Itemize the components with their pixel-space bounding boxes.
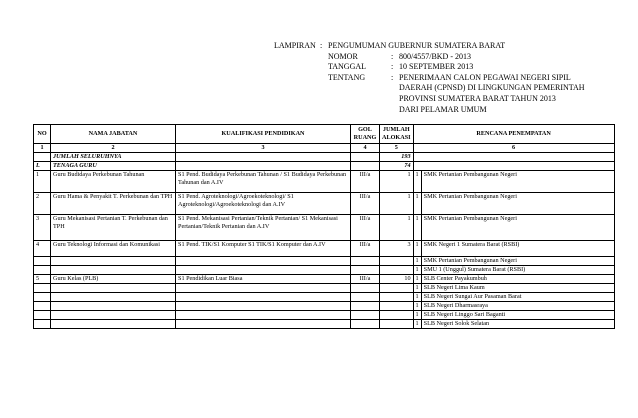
- penempatan-count: 1: [413, 275, 421, 284]
- penempatan-count: 1: [413, 193, 421, 215]
- row-no: 3: [34, 215, 51, 241]
- penempatan-count: 1: [413, 257, 421, 266]
- row-nama-jabatan: Guru Hama & Penyakit T. Perkebunan dan TPH: [51, 193, 176, 215]
- penempatan-tempat: SLB Negeri Lima Kaum: [421, 284, 614, 293]
- penempatan-count: 1: [413, 320, 421, 329]
- tentang-line-4: DARI PELAMAR UMUM: [399, 104, 487, 114]
- summary-total: 193: [380, 153, 414, 162]
- table-row: [34, 320, 615, 329]
- penempatan-tempat: SMK Pertanian Pembangunan Negeri: [421, 257, 614, 266]
- field-value-nomor: 800/4557/BKD - 2013: [399, 51, 471, 61]
- lampiran-label: LAMPIRAN: [274, 41, 316, 50]
- row-nama-jabatan: Guru Mekanisasi Pertanian T. Perkebunan dan TPH: [51, 215, 176, 241]
- row-gol-ruang: III/a: [351, 275, 380, 284]
- section-label: TENAGA GURU: [51, 162, 176, 171]
- penempatan-count: 1: [413, 311, 421, 320]
- row-no: 2: [34, 193, 51, 215]
- col-number: 1: [34, 144, 51, 153]
- row-gol-ruang: III/a: [351, 171, 380, 193]
- penempatan-count: 1: [413, 293, 421, 302]
- penempatan-tempat: SLB Negeri Dharmasraya: [421, 302, 614, 311]
- penempatan-tempat: SLB Negeri Sungai Aur Pasaman Barat: [421, 293, 614, 302]
- table-row: [34, 257, 615, 266]
- field-value-tanggal: 10 SEPTEMBER 2013: [399, 62, 474, 72]
- col-number: 6: [413, 144, 614, 153]
- row-nama-jabatan: Guru Kelas (PLB): [51, 275, 176, 284]
- section-no: I.: [34, 162, 51, 171]
- table-row: [34, 284, 615, 293]
- summary-row: [34, 153, 615, 162]
- col-header-gol: GOL RUANG: [351, 125, 380, 144]
- formasi-table: [33, 124, 615, 329]
- penempatan-count: 1: [413, 241, 421, 257]
- colon: :: [320, 41, 323, 50]
- row-gol-ruang: III/a: [351, 215, 380, 241]
- penempatan-tempat: SMK Pertanian Pembangunan Negeri: [421, 193, 614, 215]
- row-kualifikasi: S1 Pendidikan Luar Biasa: [176, 275, 351, 284]
- field-value-tentang: PENERIMAAN CALON PEGAWAI NEGERI SIPIL: [399, 72, 571, 82]
- table-row: [34, 311, 615, 320]
- col-header-rencana: RENCANA PENEMPATAN: [413, 125, 614, 144]
- row-gol-ruang: III/a: [351, 193, 380, 215]
- row-kualifikasi: S1 Pend. TIK/S1 Komputer S1 TIK/S1 Komputer dan A.IV: [176, 241, 351, 257]
- lampiran-header: [274, 41, 585, 115]
- table-body: [34, 171, 615, 329]
- row-kualifikasi: S1 Pend. Agroteknologi/Agroekoteknologi/ S1 Agroteknologi/Agroekoteknologi dan A.IV: [176, 193, 351, 215]
- lampiran-value: PENGUMUMAN GUBERNUR SUMATERA BARAT: [328, 41, 506, 50]
- colon: :: [391, 72, 394, 82]
- row-nama-jabatan: Guru Budidaya Perkebunan Tahunan: [51, 171, 176, 193]
- col-header-nama: NAMA JABATAN: [51, 125, 176, 144]
- field-key-tanggal: TANGGAL: [328, 62, 367, 72]
- field-key-nomor: NOMOR: [328, 51, 358, 61]
- penempatan-tempat: SMK Pertanian Pembangunan Negeri: [421, 171, 614, 193]
- penempatan-count: 1: [413, 266, 421, 275]
- penempatan-tempat: SLB Negeri Solok Selatan: [421, 320, 614, 329]
- column-number-row: [34, 144, 615, 153]
- penempatan-tempat: SMK Pertanian Pembangunan Negeri: [421, 215, 614, 241]
- row-jumlah: 1: [380, 193, 414, 215]
- table-header-row: [34, 125, 615, 144]
- summary-label: JUMLAH SELURUHNYA: [51, 153, 176, 162]
- row-nama-jabatan: Guru Teknologi Informasi dan Komunikasi: [51, 241, 176, 257]
- row-no: 4: [34, 241, 51, 257]
- penempatan-tempat: SLB Negeri Linggo Sari Baganti: [421, 311, 614, 320]
- field-key-tentang: TENTANG: [328, 72, 366, 82]
- penempatan-count: 1: [413, 215, 421, 241]
- col-number: 5: [380, 144, 414, 153]
- table-row: [34, 193, 615, 215]
- table-row: [34, 215, 615, 241]
- section-row: [34, 162, 615, 171]
- row-gol-ruang: III/a: [351, 241, 380, 257]
- tentang-line-2: DAERAH (CPNSD) DI LINGKUNGAN PEMERINTAH: [399, 83, 585, 93]
- penempatan-count: 1: [413, 171, 421, 193]
- row-jumlah: 10: [380, 275, 414, 284]
- colon: :: [391, 51, 394, 61]
- tentang-line-3: PROVINSI SUMATERA BARAT TAHUN 2013: [399, 93, 556, 103]
- colon: :: [391, 62, 394, 72]
- table-row: [34, 171, 615, 193]
- row-kualifikasi: S1 Pend. Budidaya Perkebunan Tahunan / S1 Budidaya Perkebunan Tahunan dan A.IV: [176, 171, 351, 193]
- penempatan-tempat: SMU 1 (Unggul) Sumatera Barat (RSBI): [421, 266, 614, 275]
- col-header-kualifikasi: KUALIFIKASI PENDIDIKAN: [176, 125, 351, 144]
- row-kualifikasi: S1 Pend. Mekanisasi Pertanian/Teknik Pertanian/ S1 Mekanisasi Pertanian/Teknik Pertanian dan A.IV: [176, 215, 351, 241]
- penempatan-tempat: SLB Center Payakumbuh: [421, 275, 614, 284]
- row-jumlah: 1: [380, 171, 414, 193]
- penempatan-count: 1: [413, 284, 421, 293]
- col-number: 2: [51, 144, 176, 153]
- row-jumlah: 1: [380, 215, 414, 241]
- section-total: 74: [380, 162, 414, 171]
- penempatan-tempat: SMK Negeri 1 Sumatera Barat (RSBI): [421, 241, 614, 257]
- table-row: [34, 241, 615, 257]
- col-header-jumlah: JUMLAH ALOKASI: [380, 125, 414, 144]
- table-row: [34, 266, 615, 275]
- table-row: [34, 275, 615, 284]
- row-no: 1: [34, 171, 51, 193]
- table-row: [34, 293, 615, 302]
- row-no: 5: [34, 275, 51, 284]
- col-number: 3: [176, 144, 351, 153]
- col-header-no: NO: [34, 125, 51, 144]
- row-jumlah: 3: [380, 241, 414, 257]
- col-number: 4: [351, 144, 380, 153]
- penempatan-count: 1: [413, 302, 421, 311]
- table-row: [34, 302, 615, 311]
